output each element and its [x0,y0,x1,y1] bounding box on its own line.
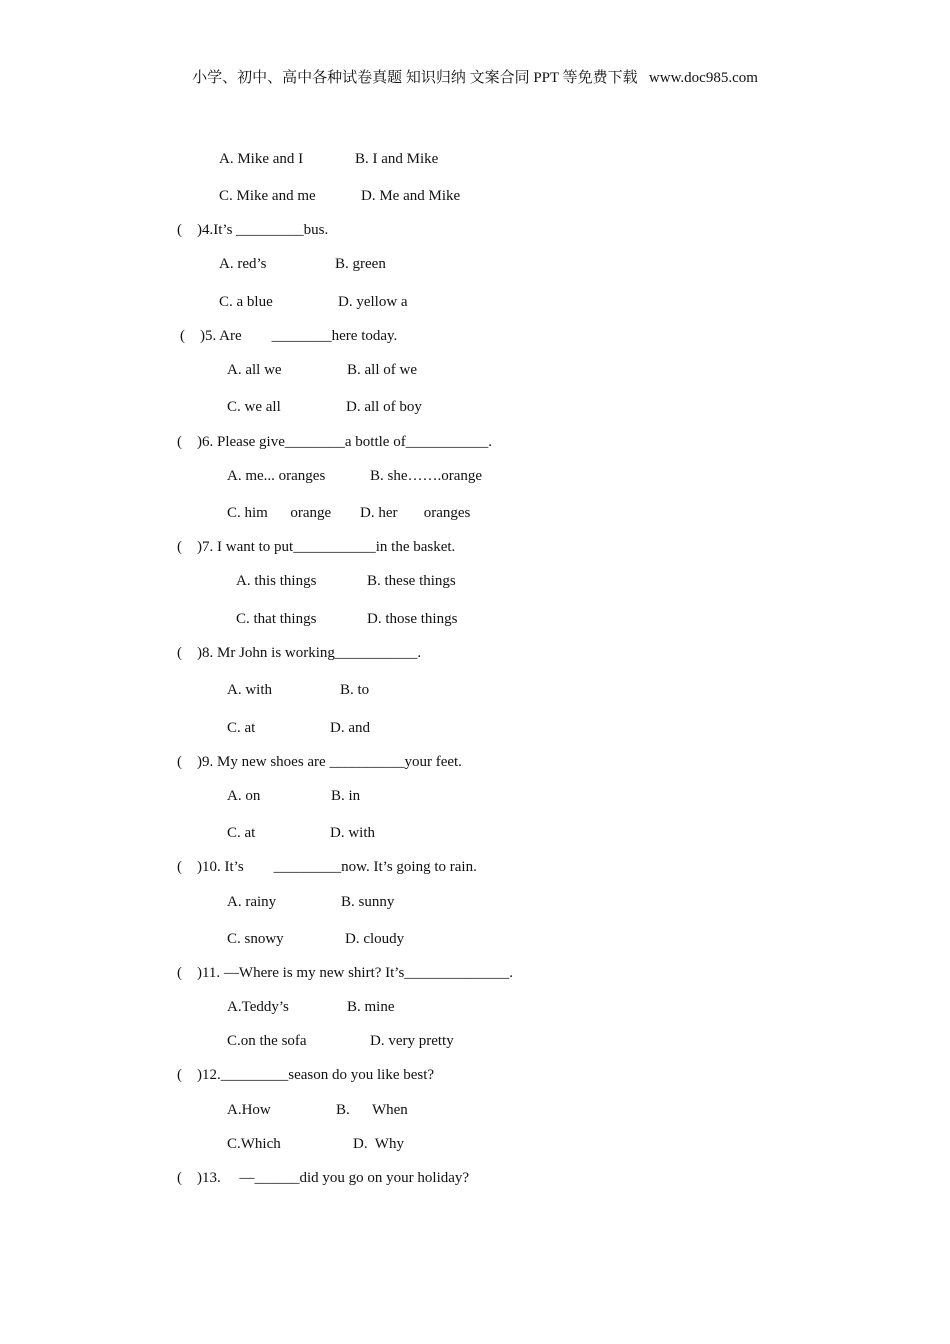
option-d: D. Me and Mike [361,188,461,204]
question-stem: ( )5. Are ________here today. [180,328,398,344]
option-a: A. on [227,788,261,804]
option-b: B. mine [347,999,395,1015]
question-stem: ( )11. —Where is my new shirt? It’s______________. [177,965,514,981]
option-d: D. all of boy [346,399,422,415]
option-a: A.Teddy’s [227,999,289,1015]
option-d: D. cloudy [345,931,405,947]
option-b: B. green [335,256,386,272]
option-c: C. a blue [219,294,273,310]
option-c: C. at [227,825,256,841]
option-c: C. him orange [227,505,332,521]
option-d: D. those things [367,611,458,627]
option-b: B. all of we [347,362,417,378]
option-b: B. she…….orange [370,468,483,484]
option-a: A. me... oranges [227,468,326,484]
option-a: A. with [227,682,272,698]
option-d: D. and [330,720,370,736]
option-a: A. rainy [227,894,277,910]
page-header: 小学、初中、高中各种试卷真题 知识归纳 文案合同 PPT 等免费下载 www.doc985.com [192,70,758,86]
option-a: A. Mike and I [219,151,304,167]
option-d: D. her oranges [360,505,471,521]
option-a: A. this things [236,573,317,589]
question-stem: ( )12._________season do you like best? [177,1067,435,1083]
option-b: B. When [336,1102,408,1118]
option-a: A. all we [227,362,282,378]
question-stem: ( )8. Mr John is working___________. [177,645,422,661]
option-b: B. in [331,788,361,804]
question-stem: ( )4.It’s _________bus. [177,222,329,238]
option-c: C. that things [236,611,317,627]
question-stem: ( )13. —______did you go on your holiday? [177,1170,470,1186]
question-stem: ( )7. I want to put___________in the basket. [177,539,456,555]
question-stem: ( )6. Please give________a bottle of___________. [177,434,492,450]
option-d: D. yellow a [338,294,408,310]
option-d: D. Why [353,1136,404,1152]
question-stem: ( )10. It’s _________now. It’s going to rain. [177,859,477,875]
option-c: C. we all [227,399,281,415]
option-c: C. Mike and me [219,188,316,204]
option-a: A.How [227,1102,271,1118]
option-c: C.on the sofa [227,1033,307,1049]
option-b: B. sunny [341,894,395,910]
option-d: D. very pretty [370,1033,454,1049]
option-c: C. at [227,720,256,736]
option-c: C.Which [227,1136,281,1152]
question-stem: ( )9. My new shoes are __________your feet. [177,754,462,770]
option-d: D. with [330,825,375,841]
option-c: C. snowy [227,931,284,947]
option-b: B. these things [367,573,456,589]
option-b: B. to [340,682,370,698]
option-a: A. red’s [219,256,267,272]
option-b: B. I and Mike [355,151,439,167]
